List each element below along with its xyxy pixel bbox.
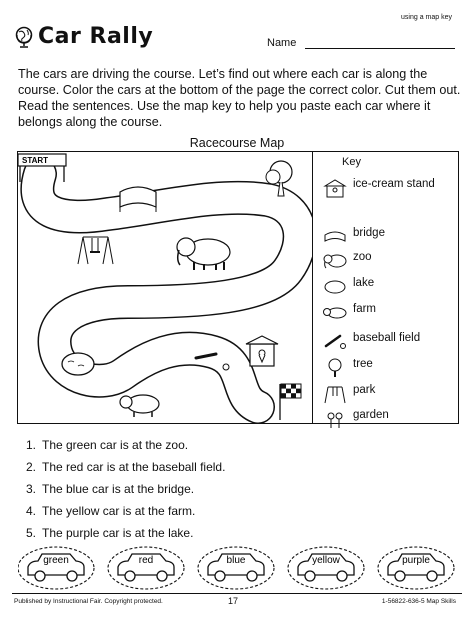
finish-flag-icon: [280, 384, 301, 420]
header: [14, 24, 153, 49]
key-item-ice-cream-stand: [352, 178, 462, 198]
key-label: zoo: [353, 251, 372, 263]
car-cutouts: [18, 545, 458, 591]
sentence-5: 5. The purple car is at the lake.: [25, 526, 194, 540]
pig-icon: [120, 395, 159, 417]
lake-icon: [322, 277, 348, 297]
ice-cream-stand-icon: [322, 178, 348, 198]
key-label: bridge: [353, 227, 385, 239]
bat-ball-icon: [322, 332, 348, 352]
sentence-3: 3. The blue car is at the bridge.: [25, 482, 195, 496]
key-label: farm: [353, 303, 376, 315]
page-number: 17: [228, 596, 239, 606]
publisher-note: Published by Instructional Fair. Copyright protected.: [14, 598, 163, 605]
isbn-note: 1-56822-636-5 Map Skills: [381, 598, 456, 605]
globe-icon: [14, 26, 34, 48]
racecourse-map: [18, 152, 312, 423]
car-label: green: [43, 555, 69, 566]
page-title: Car Rally: [38, 24, 154, 49]
swing-icon: [78, 237, 113, 264]
key-item-baseball-field: [352, 332, 462, 352]
name-field[interactable]: [305, 48, 455, 49]
elephant-icon: [322, 251, 348, 271]
ice-cream-stand-icon: [246, 336, 278, 366]
car-cutout-yellow[interactable]: [288, 547, 364, 589]
bridge-icon: [322, 227, 348, 247]
car-cutout-red[interactable]: [108, 547, 184, 589]
key-item-bridge: [352, 227, 462, 247]
car-cutout-blue[interactable]: [198, 547, 274, 589]
key-item-tree: [352, 358, 462, 378]
footer-divider: [12, 593, 462, 594]
name-label: Name: [267, 37, 297, 49]
sentence-4: 4. The yellow car is at the farm.: [25, 504, 196, 518]
car-cutout-purple[interactable]: [378, 547, 454, 589]
key-label: baseball field: [353, 332, 421, 344]
key-item-garden: [352, 409, 462, 429]
map-key-title: Key: [342, 156, 361, 168]
key-label: ice-cream stand: [353, 178, 435, 190]
sentence-2: 2. The red car is at the baseball field.: [25, 460, 226, 474]
key-label: garden: [353, 409, 389, 421]
car-cutout-green[interactable]: [18, 547, 94, 589]
car-label: blue: [226, 555, 246, 566]
pig-icon: [322, 303, 348, 323]
key-label: tree: [353, 358, 373, 370]
key-item-lake: [352, 277, 462, 297]
lake-icon: [62, 353, 94, 375]
tree-icon: [322, 358, 348, 378]
start-label: START: [22, 156, 49, 165]
key-label: park: [353, 384, 376, 396]
car-label: red: [138, 555, 154, 566]
map-title: Racecourse Map: [189, 136, 285, 150]
key-item-park: [352, 384, 462, 404]
car-label: yellow: [312, 555, 340, 566]
swing-icon: [322, 384, 348, 404]
topic-label: using a map key: [401, 14, 452, 21]
key-label: lake: [353, 277, 375, 289]
instructions: The cars are driving the course. Let’s find out where each car is along the course. Color the cars at the bottom of the page the correct color. Cut them out. Read the sentences. Use the map key to help you paste each car where it belongs along the course.: [18, 67, 461, 129]
flower-icon: [322, 409, 348, 429]
key-item-farm: [352, 303, 462, 323]
elephant-icon: [177, 238, 230, 270]
car-label: purple: [402, 555, 430, 566]
sentence-1: 1. The green car is at the zoo.: [25, 438, 189, 452]
map-key-divider: [312, 151, 313, 424]
key-item-zoo: [352, 251, 462, 271]
